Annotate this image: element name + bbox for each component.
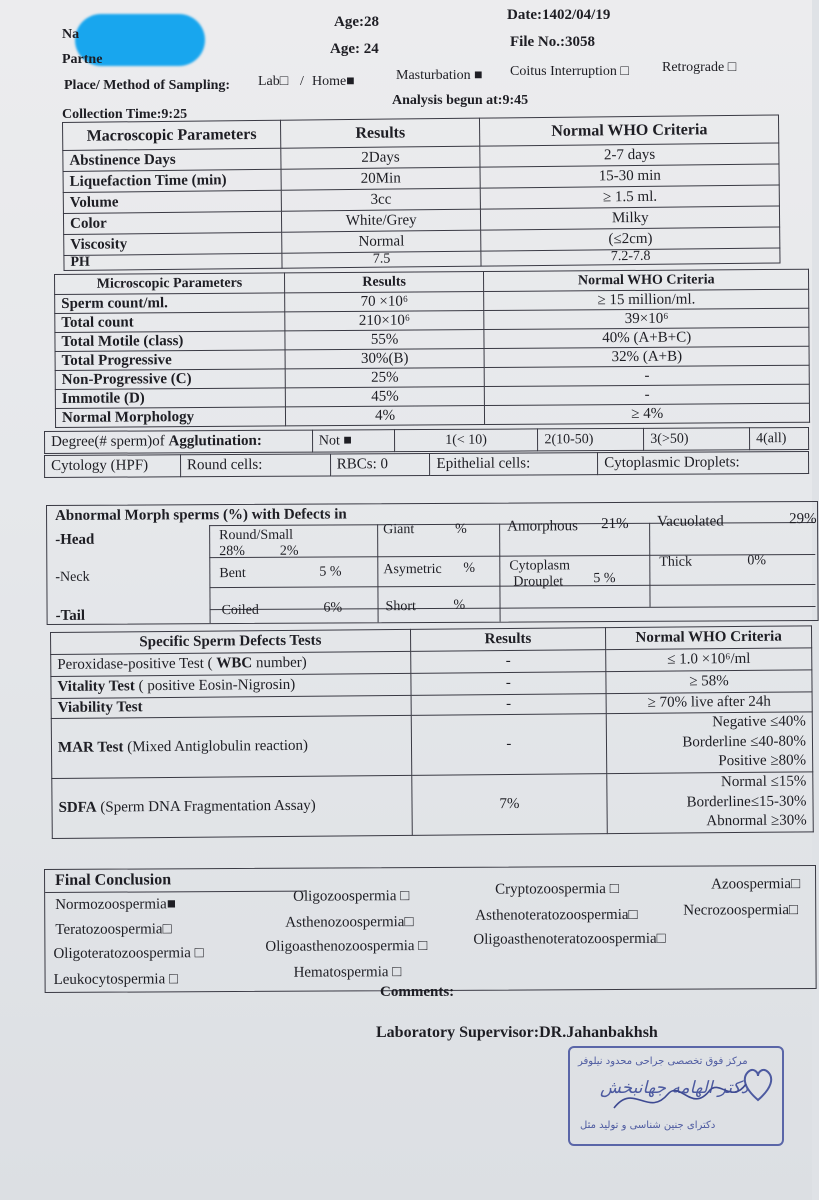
macro-result: 7.5 <box>282 251 482 268</box>
micro-result: 55% <box>285 329 485 349</box>
macroscopic-table <box>62 114 781 271</box>
micro-normal: 32% (A+B) <box>484 346 809 367</box>
comments-label: Comments: <box>380 984 455 1000</box>
macro-param: PH <box>64 253 282 270</box>
short-pct: % <box>453 597 466 613</box>
macro-header-param: Macroscopic Parameters <box>63 120 281 150</box>
vitality-result: - <box>411 672 607 696</box>
table-row <box>52 772 813 839</box>
cytoplasm-label: Cytoplasm <box>509 558 571 574</box>
neck-label: -Neck <box>55 569 90 585</box>
table-row <box>55 403 809 427</box>
peroxidase-normal: ≤ 1.0 ×10⁶/ml <box>606 648 812 672</box>
micro-param: Normal Morphology <box>55 407 285 428</box>
macro-result: 3cc <box>281 188 481 211</box>
specific-tests-table <box>50 625 814 839</box>
macro-param: Abstinence Days <box>63 148 281 171</box>
signature-icon <box>610 1074 750 1122</box>
collection-time: Collection Time:9:25 <box>62 107 188 122</box>
micro-result: 70 ×10⁶ <box>284 291 484 311</box>
slash: / <box>300 74 304 89</box>
partner-label: Partne <box>62 52 103 67</box>
tail-label: -Tail <box>55 607 86 624</box>
conclusion-item: Necrozoospermia□ <box>683 902 799 919</box>
stamp-line-3: دکترای جنین شناسی و تولید مثل <box>580 1120 716 1131</box>
round-small-values: 28% 2% <box>219 543 299 560</box>
amorphous-label: Amorphous <box>507 518 579 535</box>
micro-normal: ≥ 15 million/ml. <box>484 289 809 310</box>
droplet-label: Drouplet <box>513 574 564 590</box>
sdfa-test <box>52 775 412 838</box>
conclusion-item: Hematospermia □ <box>293 964 402 981</box>
micro-param: Total Progressive <box>55 350 285 371</box>
micro-result: 4% <box>285 405 485 425</box>
conclusion-item: Asthenozoospermia□ <box>285 914 414 931</box>
grid-line <box>210 606 816 610</box>
peroxidase-pre: Peroxidase-positive Test ( <box>57 655 217 673</box>
round-small-label: Round/Small <box>219 527 294 544</box>
conclusion-item: Teratozoospermia□ <box>55 921 172 938</box>
asymetric-pct: % <box>463 560 476 576</box>
macro-normal: 15-30 min <box>480 164 779 188</box>
abnormal-title: Abnormal Morph sperms (%) with Defects in <box>55 506 347 524</box>
report-date: Date:1402/04/19 <box>507 7 611 23</box>
micro-param: Total Motile (class) <box>55 331 285 352</box>
macro-param: Volume <box>63 190 281 213</box>
peroxidase-post: number) <box>252 654 307 672</box>
signature-stamp <box>568 1046 784 1146</box>
micro-result: 210×10⁶ <box>285 310 485 330</box>
macro-result: 2Days <box>281 146 481 169</box>
mar-normal-positive: Positive ≥80% <box>718 752 807 770</box>
vitality-normal: ≥ 58% <box>606 670 812 694</box>
thick-label: Thick <box>659 554 693 570</box>
giant-pct: % <box>455 521 467 537</box>
conclusion-item: Oligoteratozoospermia □ <box>53 945 204 962</box>
conclusion-item: Oligoasthenozoospermia □ <box>265 937 428 955</box>
micro-param: Total count <box>55 312 285 333</box>
conclusion-title: Final Conclusion <box>55 871 172 889</box>
macro-result: Normal <box>282 230 482 253</box>
sdfa-normal <box>607 772 813 834</box>
sampling-label: Place/ Method of Sampling: <box>64 78 231 93</box>
cytology-row <box>44 451 809 478</box>
agglutination-row <box>44 427 809 454</box>
macro-result: 20Min <box>281 167 481 190</box>
viability-test: Viability Test <box>51 695 411 718</box>
age-2: Age: 24 <box>330 41 379 57</box>
micro-header-result: Results <box>284 271 484 292</box>
file-number: File No.:3058 <box>510 34 595 50</box>
cytology-label: Cytology (HPF) <box>45 455 181 478</box>
peroxidase-test <box>51 651 411 676</box>
agglutination-label-bold: Agglutination: <box>168 432 262 450</box>
abnormal-morphology-box <box>46 501 819 625</box>
macro-result: White/Grey <box>281 209 481 232</box>
agglutination-4: 4(all) <box>750 427 809 449</box>
micro-normal: - <box>485 384 810 405</box>
macro-normal: 2-7 days <box>480 143 779 167</box>
macro-normal: ≥ 1.5 ml. <box>481 185 780 209</box>
grid-line <box>499 524 501 622</box>
grid-line <box>377 524 379 622</box>
microscopic-table <box>54 269 810 428</box>
viability-result: - <box>411 694 607 716</box>
grid-line <box>209 554 815 558</box>
vitality-bold: Vitality Test <box>57 678 135 695</box>
conclusion-item: Oligoasthenoteratozoospermia□ <box>473 930 666 948</box>
amorphous-value: 21% <box>601 515 629 533</box>
macro-param: Color <box>63 211 281 234</box>
laboratory-supervisor: Laboratory Supervisor:DR.Jahanbakhsh <box>376 1024 658 1041</box>
micro-result: 45% <box>285 386 485 406</box>
macro-header-normal: Normal WHO Criteria <box>480 115 779 146</box>
droplet-value: 5 % <box>593 571 616 587</box>
lab-option: Lab□ <box>258 74 289 89</box>
vitality-test <box>51 673 411 698</box>
grid-line <box>649 523 650 607</box>
table-row <box>51 712 812 779</box>
agglutination-1: 1(< 10) <box>394 429 538 452</box>
macro-param: Liquefaction Time (min) <box>63 169 281 192</box>
micro-param: Immotile (D) <box>55 388 285 409</box>
thick-value: 0% <box>747 553 767 569</box>
agglutination-2: 2(10-50) <box>538 428 644 451</box>
sdfa-normal-abnormal: Abnormal ≥30% <box>706 812 807 830</box>
vacuolated-label: Vacuolated <box>657 513 724 530</box>
specific-header-normal: Normal WHO Criteria <box>606 626 812 650</box>
mar-normal-negative: Negative ≤40% <box>712 713 806 731</box>
coiled-label: Coiled <box>221 602 259 619</box>
head-label: -Head <box>55 531 95 548</box>
bent-label: Bent <box>219 565 246 582</box>
micro-result: 25% <box>285 367 485 387</box>
giant-label: Giant <box>383 522 415 538</box>
rbcs: RBCs: 0 <box>330 453 430 476</box>
conclusion-item: Oligozoospermia □ <box>293 888 410 905</box>
round-cells: Round cells: <box>180 454 330 477</box>
cytoplasmic-droplets: Cytoplasmic Droplets: <box>598 451 809 474</box>
specific-header-test: Specific Sperm Defects Tests <box>51 629 411 654</box>
age-1: Age:28 <box>334 14 379 30</box>
mar-test <box>51 715 411 778</box>
epithelial-cells: Epithelial cells: <box>430 453 598 476</box>
macro-normal: Milky <box>481 206 780 230</box>
micro-param: Non-Progressive (C) <box>55 369 285 390</box>
vacuolated-value: 29% <box>789 510 817 528</box>
agglutination-not: Not ■ <box>312 430 394 452</box>
grid-line <box>209 525 211 623</box>
specific-header-result: Results <box>410 628 606 652</box>
name-label: Na <box>62 27 80 42</box>
micro-normal: ≥ 4% <box>485 403 810 424</box>
conclusion-title-underline <box>45 891 305 893</box>
mar-post: (Mixed Antiglobulin reaction) <box>123 737 309 756</box>
mar-normal <box>606 712 812 774</box>
sdfa-normal-normal: Normal ≤15% <box>720 773 807 791</box>
short-label: Short <box>385 599 416 615</box>
masturbation-option: Masturbation ■ <box>396 68 483 83</box>
conclusion-item: Azoospermia□ <box>711 876 801 893</box>
mar-result: - <box>411 714 607 776</box>
micro-header-param: Microscopic Parameters <box>55 273 285 295</box>
micro-normal: - <box>485 365 810 386</box>
mar-bold: MAR Test <box>57 739 124 756</box>
stamp-line-1: مرکز فوق تخصصی جراحی محدود نیلوفر <box>578 1056 748 1067</box>
peroxidase-result: - <box>410 650 606 674</box>
analysis-begun: Analysis begun at:9:45 <box>392 93 529 108</box>
micro-param: Sperm count/ml. <box>55 293 285 314</box>
agglutination-label <box>45 430 313 453</box>
conclusion-item: Normozoospermia■ <box>55 896 176 913</box>
vitality-post: ( positive Eosin-Nigrosin) <box>134 676 296 695</box>
conclusion-item: Asthenoteratozoospermia□ <box>475 906 638 924</box>
asymetric-label: Asymetric <box>383 561 442 578</box>
sdfa-bold: SDFA <box>58 799 97 816</box>
conclusion-item: Cryptozoospermia □ <box>495 880 619 898</box>
micro-result: 30%(B) <box>285 348 485 368</box>
sdfa-result: 7% <box>411 774 607 836</box>
sdfa-normal-borderline: Borderline≤15-30% <box>686 793 807 811</box>
macro-normal: 7.2-7.8 <box>481 248 780 266</box>
conclusion-item: Leukocytospermia □ <box>53 971 179 988</box>
agglutination-3: 3(>50) <box>644 428 750 451</box>
home-option: Home■ <box>312 74 355 89</box>
viability-normal: ≥ 70% live after 24h <box>606 692 812 714</box>
agglutination-label-pre: Degree(# sperm)of <box>51 433 169 450</box>
peroxidase-bold: WBC <box>216 655 253 672</box>
coiled-value: 6% <box>323 600 343 616</box>
bent-value: 5 % <box>319 564 342 580</box>
final-conclusion-box <box>44 865 817 993</box>
mar-normal-borderline: Borderline ≤40-80% <box>682 733 807 751</box>
grid-line <box>209 584 815 588</box>
micro-normal: 40% (A+B+C) <box>484 327 809 348</box>
micro-normal: 39×10⁶ <box>484 308 809 329</box>
micro-header-normal: Normal WHO Criteria <box>484 269 809 291</box>
macro-normal: (≤2cm) <box>481 227 780 251</box>
macro-param: Viscosity <box>64 232 282 255</box>
sdfa-post: (Sperm DNA Fragmentation Assay) <box>96 797 316 816</box>
macro-header-result: Results <box>280 118 480 148</box>
coitus-option: Coitus Interruption □ <box>510 64 629 79</box>
retrograde-option: Retrograde □ <box>662 60 737 75</box>
stamp-line-2: دکتر الهامه جهانبخش <box>600 1078 749 1098</box>
